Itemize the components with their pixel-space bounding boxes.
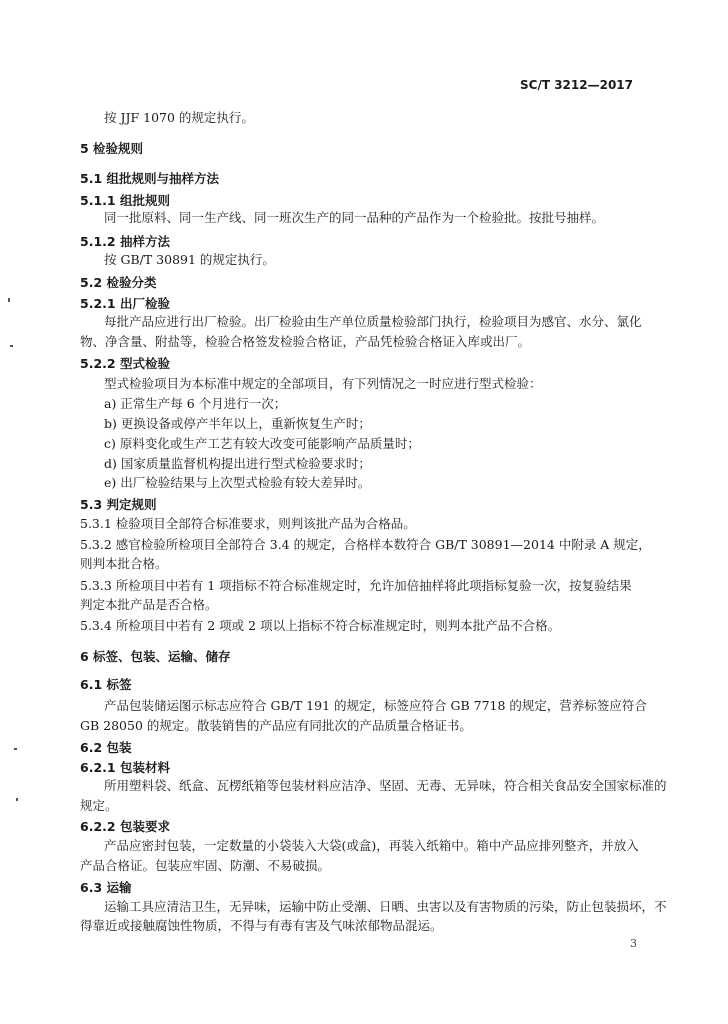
- paragraph-line: 产品包装储运图示标志应符合 GB/T 191 的规定，标签应符合 GB 7718 的规定，营养标签应符合: [104, 698, 647, 713]
- heading-5-1: 5.1 组批规则与抽样方法: [80, 171, 219, 186]
- paragraph-line: 产品应密封包装，一定数量的小袋装入大袋(或盒)，再装入纸箱中。箱中产品应排列整齐，并放入: [104, 838, 639, 853]
- list-item: a) 正常生产每 6 个月进行一次；: [104, 396, 287, 411]
- paragraph-line: GB 28050 的规定。散装销售的产品应有同批次的产品质量合格证书。: [80, 718, 472, 733]
- paragraph-line: 5.3.3 所检项目中若有 1 项指标不符合标准规定时，允许加倍抽样将此项指标复验一次，按复验结果: [80, 578, 632, 593]
- paragraph-line: 按 GB/T 30891 的规定执行。: [104, 252, 275, 267]
- paragraph-line: 物、净含量、附盐等，检验合格签发检验合格证，产品凭检验合格证入库或出厂。: [80, 334, 531, 349]
- paragraph-line: 产品合格证。包装应牢固、防潮、不易破损。: [80, 858, 331, 873]
- heading-6-2-1: 6.2.1 包装材料: [80, 760, 170, 775]
- list-item: e) 出厂检验结果与上次型式检验有较大差异时。: [104, 475, 371, 490]
- heading-6-2-2: 6.2.2 包装要求: [80, 819, 170, 834]
- standard-number: SC/T 3212—2017: [520, 78, 633, 92]
- heading-5-2-1: 5.2.1 出厂检验: [80, 296, 170, 311]
- heading-5-3: 5.3 判定规则: [80, 497, 157, 512]
- paragraph-line: 运输工具应清洁卫生，无异味，运输中防止受潮、日晒、虫害以及有害物质的污染，防止包装损坏，不: [104, 899, 667, 914]
- paragraph-line: 5.3.4 所检项目中若有 2 项或 2 项以上指标不符合标准规定时，则判本批产品不合格。: [80, 618, 561, 633]
- scan-mark: [14, 748, 17, 750]
- paragraph-line: 同一批原料、同一生产线、同一班次生产的同一品种的产品作为一个检验批。按批号抽样。: [104, 210, 605, 225]
- list-item: d) 国家质量监督机构提出进行型式检验要求时；: [104, 456, 371, 471]
- heading-5-1-1: 5.1.1 组批规则: [80, 193, 170, 208]
- list-item: b) 更换设备或停产半年以上，重新恢复生产时；: [104, 416, 371, 431]
- list-item: c) 原料变化或生产工艺有较大改变可能影响产品质量时；: [104, 436, 420, 451]
- scan-mark: [10, 345, 13, 347]
- scan-mark: [16, 798, 18, 801]
- heading-6-1: 6.1 标签: [80, 677, 132, 692]
- paragraph-line: 型式检验项目为本标准中规定的全部项目，有下列情况之一时应进行型式检验：: [104, 376, 542, 391]
- heading-5: 5 检验规则: [80, 141, 144, 156]
- paragraph-line: 规定。: [80, 798, 118, 813]
- paragraph-line: 判定本批产品是否合格。: [80, 597, 218, 612]
- scan-mark: [8, 298, 10, 302]
- paragraph-line: 5.3.1 检验项目全部符合标准要求，则判该批产品为合格品。: [80, 516, 416, 531]
- page-number: 3: [630, 937, 637, 950]
- paragraph-line: 按 JJF 1070 的规定执行。: [104, 110, 254, 125]
- paragraph-line: 得靠近或接触腐蚀性物质，不得与有毒有害及气味浓郁物品混运。: [80, 918, 443, 933]
- heading-6-2: 6.2 包装: [80, 740, 132, 755]
- heading-5-1-2: 5.1.2 抽样方法: [80, 234, 170, 249]
- heading-5-2-2: 5.2.2 型式检验: [80, 356, 170, 371]
- paragraph-line: 5.3.2 感官检验所检项目全部符合 3.4 的规定，合格样本数符合 GB/T 30891—2014 中附录 A 规定，: [80, 537, 651, 552]
- heading-6-3: 6.3 运输: [80, 880, 132, 895]
- heading-6: 6 标签、包装、运输、储存: [80, 649, 231, 664]
- heading-5-2: 5.2 检验分类: [80, 275, 157, 290]
- paragraph-line: 所用塑料袋、纸盒、瓦楞纸箱等包装材料应洁净、坚固、无毒、无异味，符合相关食品安全国家标准的: [104, 778, 667, 793]
- paragraph-line: 每批产品应进行出厂检验。出厂检验由生产单位质量检验部门执行，检验项目为感官、水分、氯化: [104, 314, 642, 329]
- paragraph-line: 则判本批合格。: [80, 556, 168, 571]
